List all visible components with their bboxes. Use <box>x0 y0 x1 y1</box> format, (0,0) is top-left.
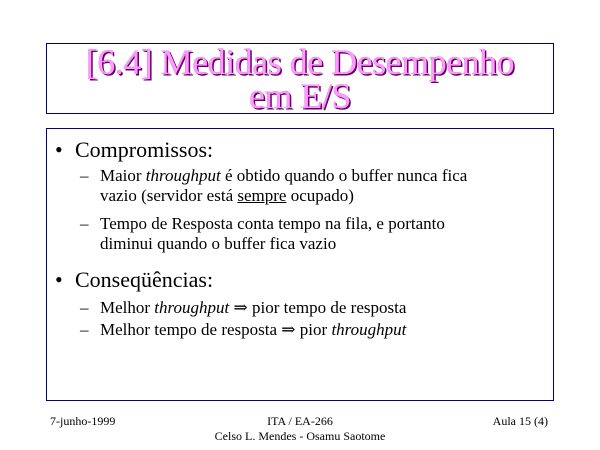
content-box <box>46 128 554 401</box>
bullet-icon: • <box>55 137 63 162</box>
text-run: ocupado) <box>286 186 354 205</box>
dash-icon: – <box>80 298 89 317</box>
sub-item-line <box>100 166 467 186</box>
footer-slide-number: Aula 15 (4) <box>492 414 548 428</box>
title-box <box>46 43 554 114</box>
text-run: é obtido quando o buffer nunca fica <box>220 166 468 185</box>
dash-icon: – <box>80 214 89 233</box>
footer-course: ITA / EA-266 <box>267 414 333 428</box>
emphasis-text: throughput <box>154 298 230 317</box>
text-run: Melhor tempo de resposta <box>100 320 282 339</box>
emphasis-text: throughput <box>145 166 221 185</box>
sub-item-line: Tempo de Resposta conta tempo na fila, e portanto <box>100 214 445 233</box>
sub-item-line <box>100 298 406 318</box>
sub-item-line <box>100 320 406 340</box>
text-run: vazio (servidor está <box>100 186 238 205</box>
footer-authors: Celso L. Mendes - Osamu Saotome <box>214 429 386 443</box>
text-run: pior tempo de resposta <box>247 298 407 317</box>
sub-item-continuation <box>100 186 354 206</box>
text-run: Maior <box>100 166 146 185</box>
implies-arrow-icon: ⇒ <box>233 298 248 317</box>
bullet-label: Conseqüências: <box>75 267 214 292</box>
bullet-label: Compromissos: <box>75 137 214 162</box>
sub-item-continuation: diminui quando o buffer fica vazio <box>100 234 337 253</box>
underlined-text: sempre <box>237 186 287 205</box>
slide-title-line-2: em E/S <box>249 76 351 116</box>
bullet-icon: • <box>55 267 63 292</box>
dash-icon: – <box>80 166 89 185</box>
footer-date: 7-junho-1999 <box>50 414 116 428</box>
implies-arrow-icon: ⇒ <box>281 320 296 339</box>
dash-icon: – <box>80 320 89 339</box>
slide-title-line-1: [6.4] Medidas de Desempenho <box>85 42 515 82</box>
text-run: pior <box>295 320 332 339</box>
text-run: Melhor <box>100 298 155 317</box>
emphasis-text: throughput <box>331 320 407 339</box>
